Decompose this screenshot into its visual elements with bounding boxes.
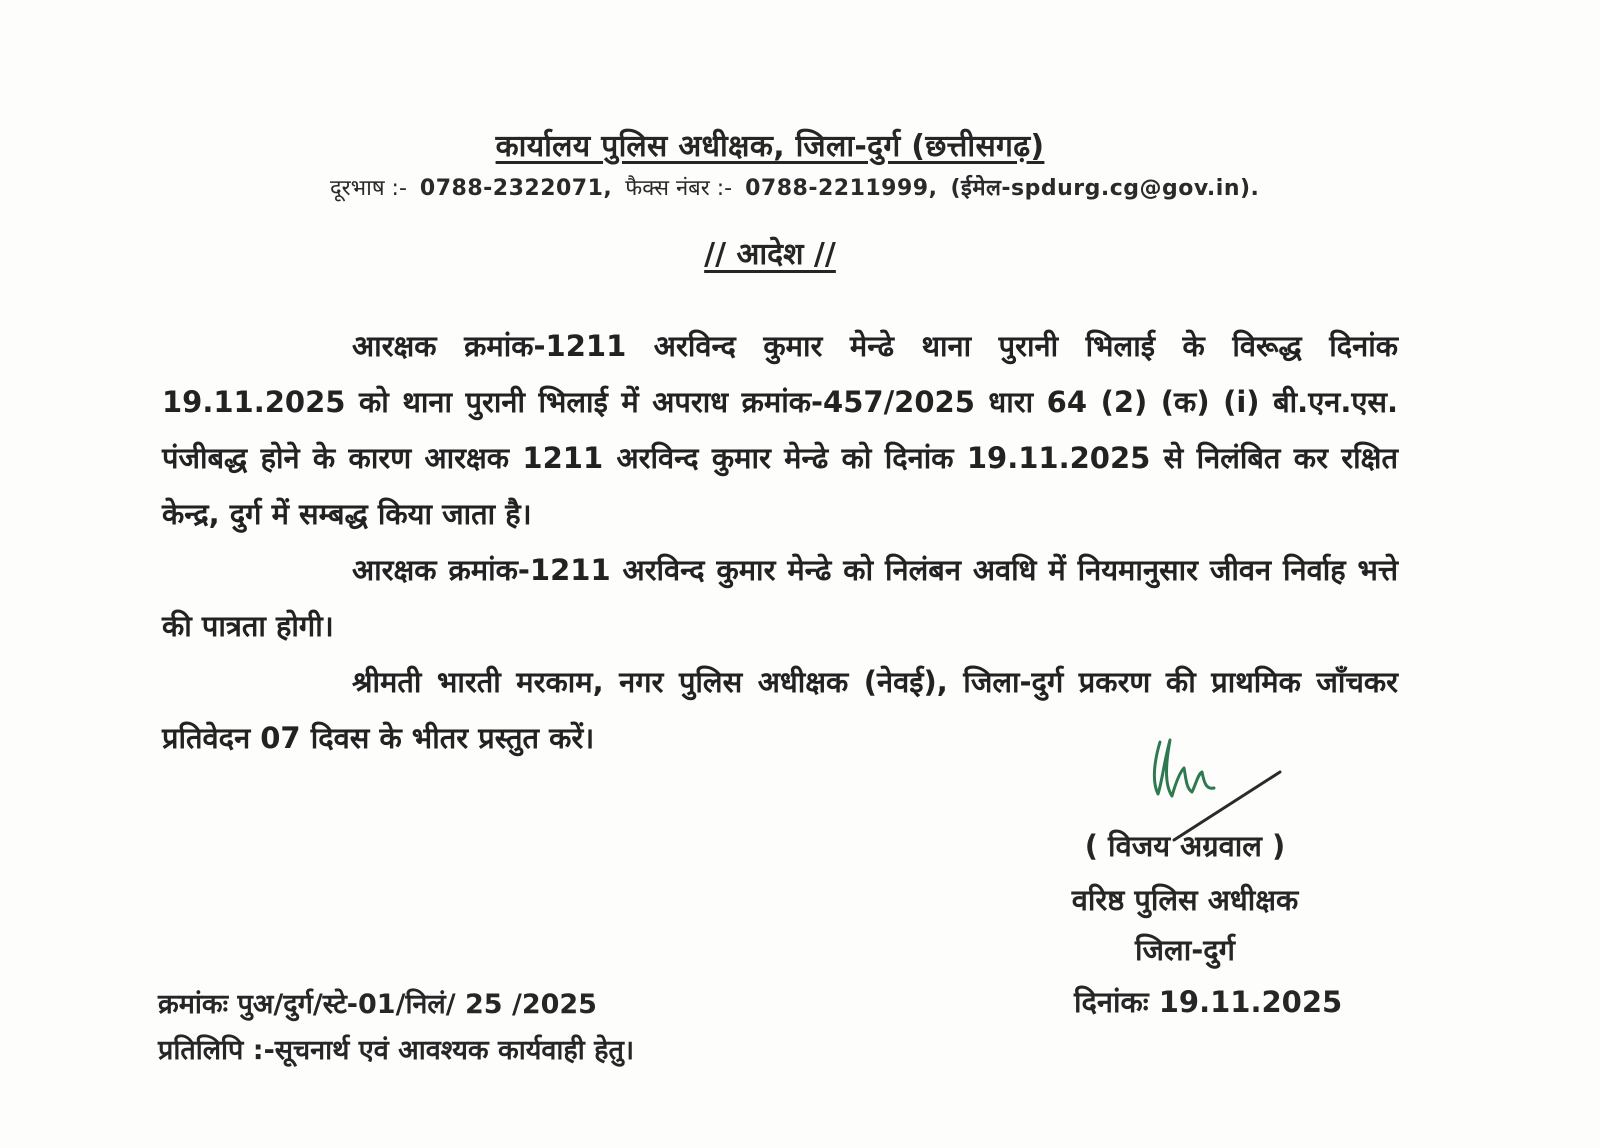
contact-line <box>330 172 1260 202</box>
signatory-designation: वरिष्ठ पुलिस अधीक्षक <box>1071 883 1299 917</box>
signatory-district: जिला-दुर्ग <box>1135 933 1235 967</box>
copy-note: प्रतिलिपि :-सूचनार्थ एवं आवश्यक कार्यवाही हेतु। <box>158 1035 635 1066</box>
handwritten-signature <box>1140 722 1300 842</box>
order-paragraph-3: श्रीमती भारती मरकाम, नगर पुलिस अधीक्षक (नेवई), जिला-दुर्ग प्रकरण की प्राथमिक जाँचकर प्रतिवेदन 07 दिवस के भीतर प्रस्तुत करें। <box>162 665 1398 755</box>
order-paragraph-1: आरक्षक क्रमांक-1211 अरविन्द कुमार मेन्ढे थाना पुरानी भिलाई के विरूद्ध दिनांक 19.11.2025 को थाना पुरानी भिलाई में अपराध क्रमांक-457/2025 धारा 64 (2) (क) (i) बी.एन.एस. पंजीबद्ध होने के कारण आरक्षक 1211 अरविन्द कुमार मेन्ढे को दिनांक 19.11.2025 से निलंबित कर रक्षित केन्द्र, दुर्ग में सम्बद्ध किया जाता है। <box>162 329 1398 531</box>
signatory-name: ( विजय अग्रवाल ) <box>1084 829 1286 863</box>
order-body <box>162 318 1398 766</box>
office-title: कार्यालय पुलिस अधीक्षक, जिला-दुर्ग (छत्तीसगढ़) <box>495 129 1045 164</box>
reference-number: क्रमांकः पुअ/दुर्ग/स्टे-01/निलं/ 25 /2025 <box>158 989 597 1020</box>
order-date: दिनांकः 19.11.2025 <box>1074 985 1343 1019</box>
email-address: (ईमेल-spdurg.cg@gov.in). <box>950 176 1260 201</box>
fax-number: 0788-2211999, <box>745 176 938 201</box>
phone-label: दूरभाष :- <box>330 176 407 201</box>
order-heading: // आदेश // <box>704 237 836 272</box>
fax-label: फैक्स नंबर :- <box>625 176 733 201</box>
phone-number: 0788-2322071, <box>419 176 613 201</box>
order-paragraph-2: आरक्षक क्रमांक-1211 अरविन्द कुमार मेन्ढे को निलंबन अवधि में नियमानुसार जीवन निर्वाह भत्ते की पात्रता होगी। <box>162 553 1398 643</box>
